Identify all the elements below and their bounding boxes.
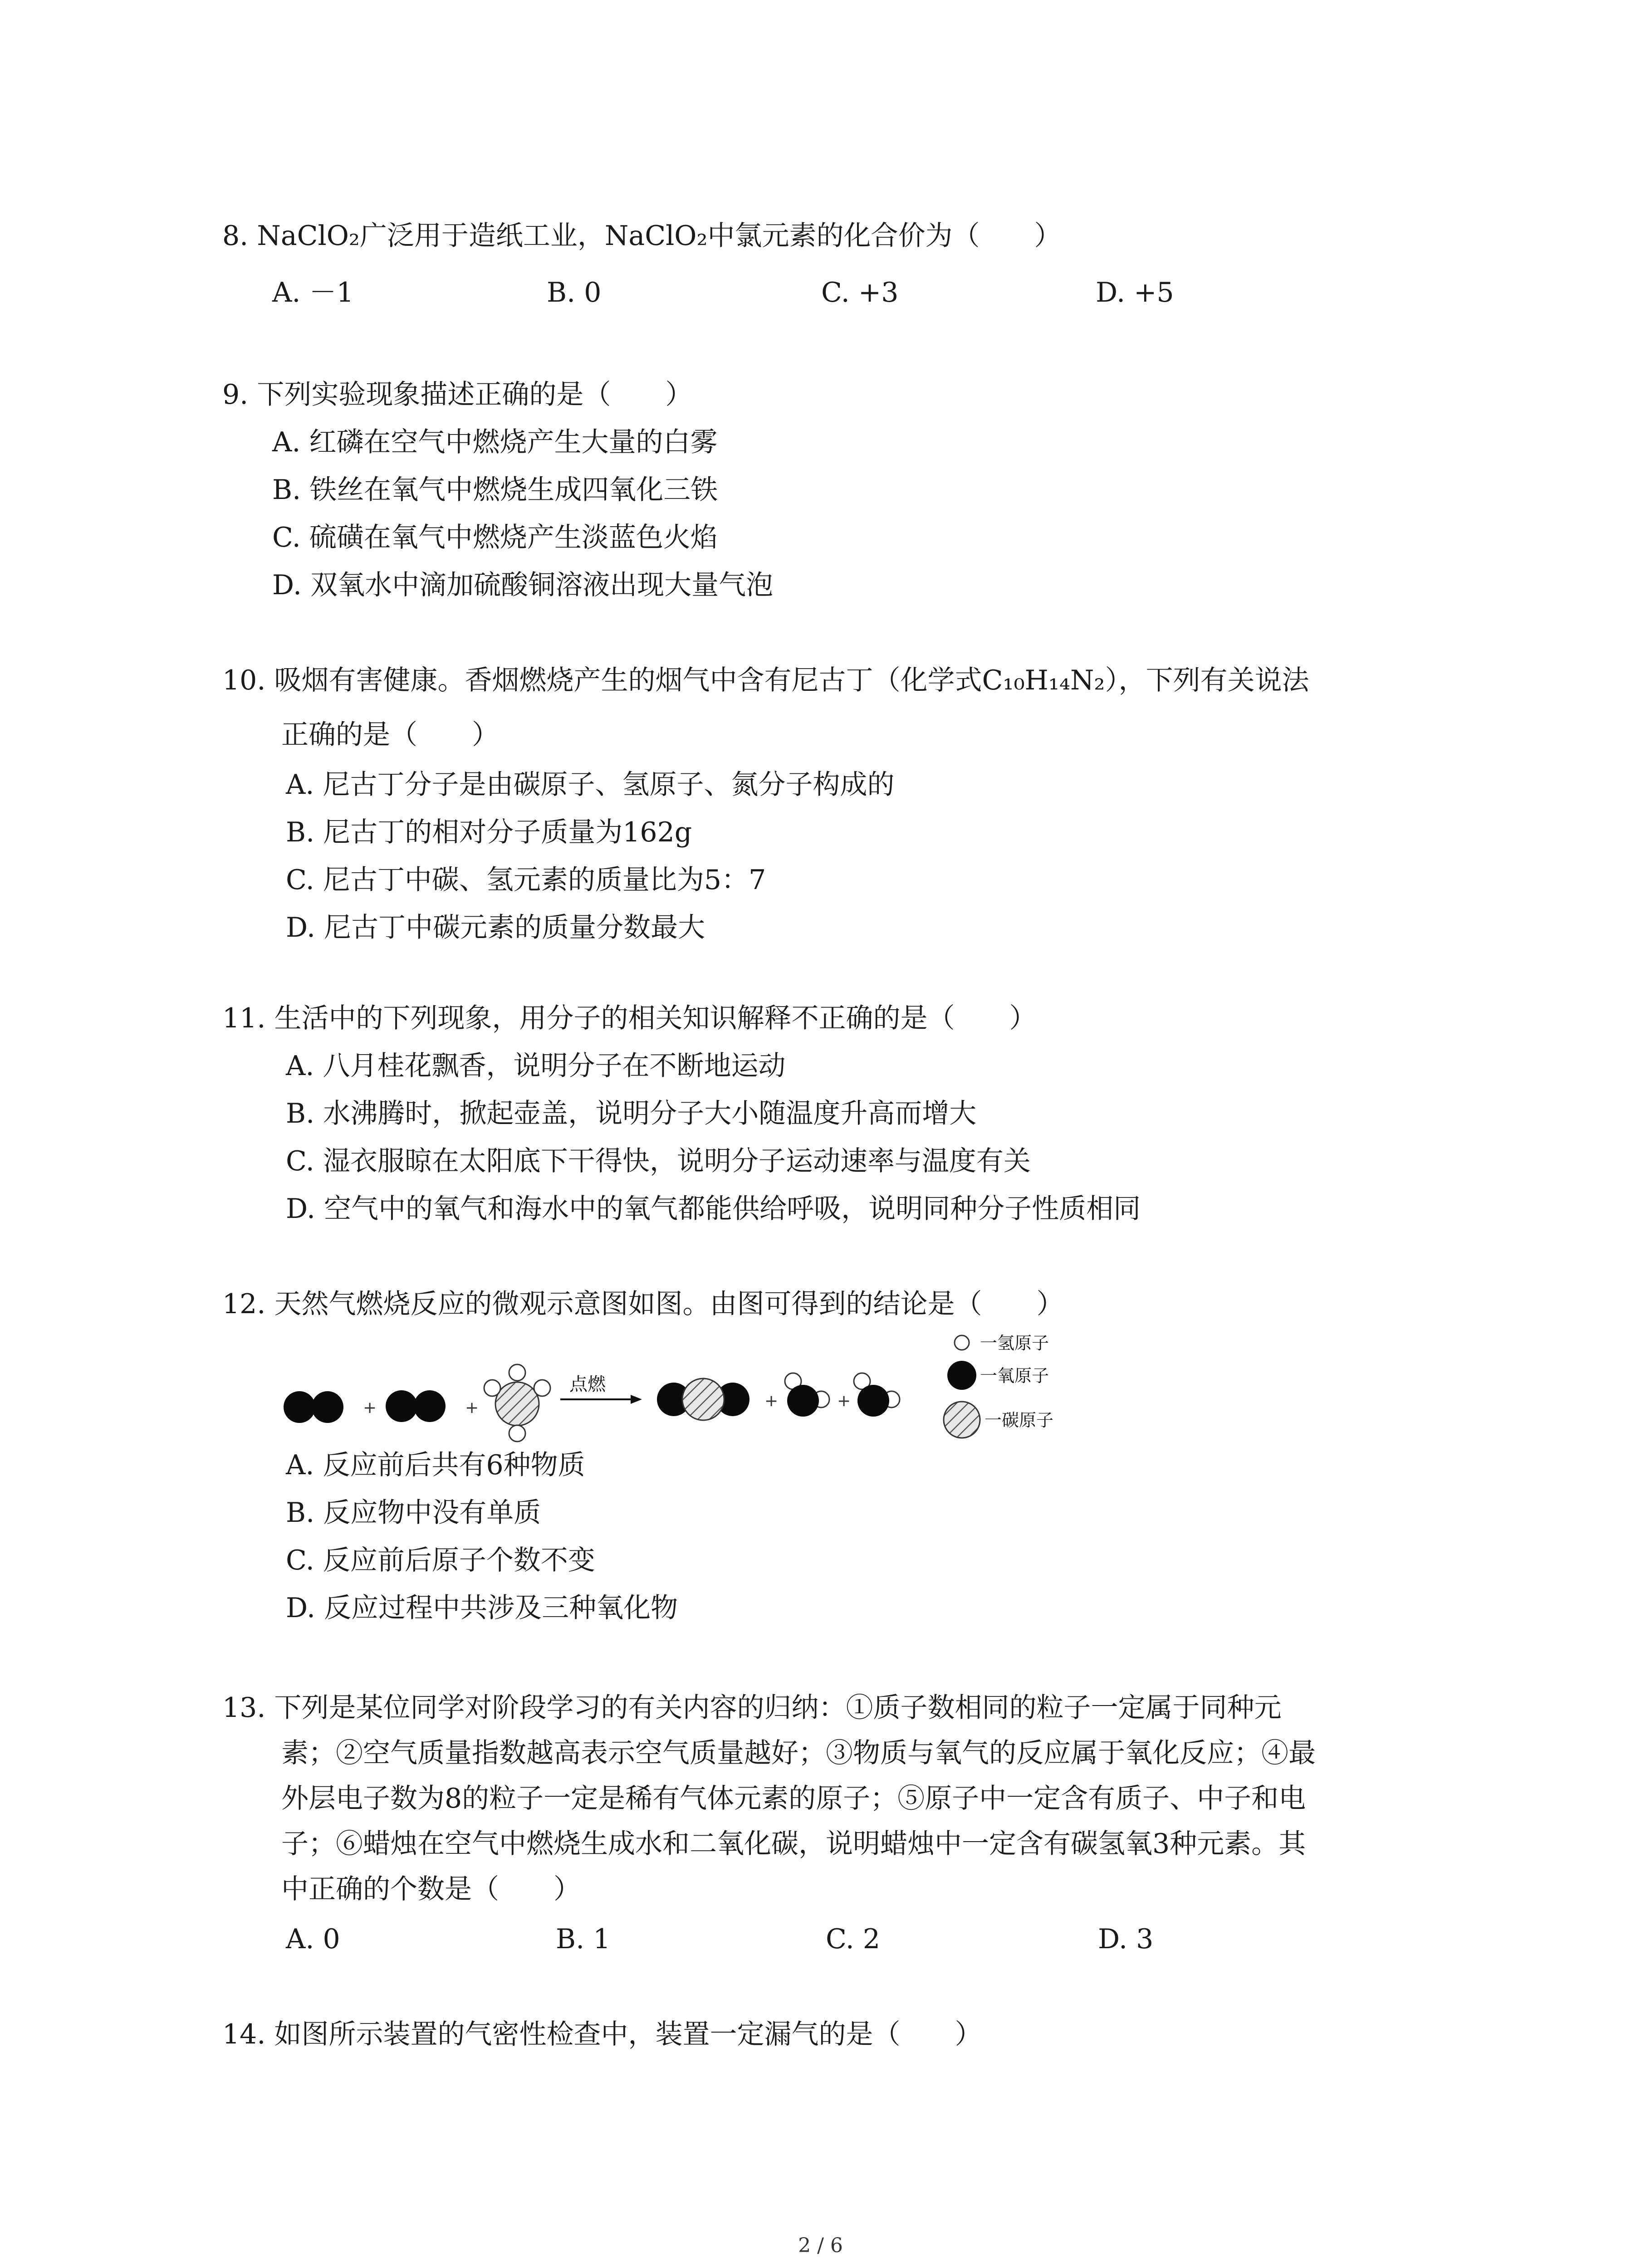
q9-option-a: A. 红磷在空气中燃烧产生大量的白雾 xyxy=(272,426,718,458)
q13-line5: 中正确的个数是（ ） xyxy=(281,1873,581,1905)
oxygen-legend-icon xyxy=(947,1361,976,1390)
q11-option-c: C. 湿衣服晾在太阳底下干得快，说明分子运动速率与温度有关 xyxy=(286,1145,1031,1177)
q9-option-b: B. 铁丝在氧气中燃烧生成四氧化三铁 xyxy=(272,474,718,506)
diagram-legend xyxy=(944,1333,1053,1438)
q8-option-d: D. +5 xyxy=(1096,277,1174,308)
water-molecule-2 xyxy=(854,1373,900,1417)
q11-option-d: D. 空气中的氧气和海水中的氧气都能供给呼吸，说明同种分子性质相同 xyxy=(286,1193,1141,1225)
q12-option-a: A. 反应前后共有6种物质 xyxy=(286,1449,585,1481)
legend-hydrogen: 一氢原子 xyxy=(980,1333,1049,1353)
q10-option-d: D. 尼古丁中碳元素的质量分数最大 xyxy=(286,912,705,943)
q12-reaction-diagram xyxy=(272,1325,1112,1447)
q12-option-b: B. 反应物中没有单质 xyxy=(286,1497,541,1529)
water-molecule-1 xyxy=(785,1373,829,1417)
q14-stem: 14. 如图所示装置的气密性检查中，装置一定漏气的是（ ） xyxy=(222,2019,982,2050)
svg-text:+: + xyxy=(363,1398,377,1417)
q8-stem: 8. NaClO₂广泛用于造纸工业，NaClO₂中氯元素的化合价为（ ） xyxy=(222,220,1062,252)
q13-line1: 13. 下列是某位同学对阶段学习的有关内容的归纳：①质子数相同的粒子一定属于同种元 xyxy=(222,1692,1282,1724)
arrow-label: 点燃 xyxy=(569,1374,606,1395)
q10-option-c: C. 尼古丁中碳、氢元素的质量比为5：7 xyxy=(286,864,766,896)
q13-option-b: B. 1 xyxy=(556,1923,611,1955)
q12-option-c: C. 反应前后原子个数不变 xyxy=(286,1545,595,1576)
q10-option-a: A. 尼古丁分子是由碳原子、氢原子、氮分子构成的 xyxy=(286,769,895,801)
q13-option-a: A. 0 xyxy=(286,1923,340,1955)
q8-option-c: C. +3 xyxy=(821,277,899,308)
q9-option-d: D. 双氧水中滴加硫酸铜溶液出现大量气泡 xyxy=(272,569,774,601)
svg-text:+: + xyxy=(465,1398,479,1417)
q11-option-a: A. 八月桂花飘香，说明分子在不断地运动 xyxy=(286,1050,786,1082)
q10-stem-line1: 10. 吸烟有害健康。香烟燃烧产生的烟气中含有尼古丁（化学式C₁₀H₁₄N₂），下列有关说法 xyxy=(222,665,1309,696)
oxygen-molecule-1 xyxy=(284,1391,343,1423)
q12-stem: 12. 天然气燃烧反应的微观示意图如图。由图可得到的结论是（ ） xyxy=(222,1288,1064,1320)
q13-option-d: D. 3 xyxy=(1098,1923,1154,1955)
q13-line2: 素；②空气质量指数越高表示空气质量越好；③物质与氧气的反应属于氧化反应；④最 xyxy=(281,1737,1316,1769)
carbon-legend-icon xyxy=(944,1402,980,1438)
reaction-arrow xyxy=(560,1374,642,1404)
methane-molecule xyxy=(484,1364,550,1442)
q11-stem: 11. 生活中的下列现象，用分子的相关知识解释不正确的是（ ） xyxy=(222,1002,1037,1034)
hydrogen-legend-icon xyxy=(955,1335,969,1350)
q11-option-b: B. 水沸腾时，掀起壶盖，说明分子大小随温度升高而增大 xyxy=(286,1098,977,1129)
q13-line3: 外层电子数为8的粒子一定是稀有气体元素的原子；⑤原子中一定含有质子、中子和电 xyxy=(281,1783,1306,1814)
q9-option-c: C. 硫磺在氧气中燃烧产生淡蓝色火焰 xyxy=(272,522,718,553)
q9-stem: 9. 下列实验现象描述正确的是（ ） xyxy=(222,379,693,411)
svg-text:+: + xyxy=(837,1392,851,1410)
q13-line4: 子；⑥蜡烛在空气中燃烧生成水和二氧化碳，说明蜡烛中一定含有碳氢氧3种元素。其 xyxy=(281,1828,1306,1860)
legend-carbon: 一碳原子 xyxy=(985,1410,1054,1430)
q13-option-c: C. 2 xyxy=(826,1923,881,1955)
oxygen-molecule-2 xyxy=(386,1390,446,1422)
q10-option-b: B. 尼古丁的相对分子质量为162g xyxy=(286,816,692,848)
q8-option-b: B. 0 xyxy=(547,277,602,308)
page-number: 2 / 6 xyxy=(798,2234,843,2257)
legend-oxygen: 一氧原子 xyxy=(980,1366,1049,1386)
svg-text:+: + xyxy=(764,1392,779,1410)
carbon-dioxide-molecule xyxy=(657,1378,749,1420)
q8-option-a: A. －1 xyxy=(272,277,354,308)
q10-stem-line2: 正确的是（ ） xyxy=(281,719,499,751)
q12-option-d: D. 反应过程中共涉及三种氧化物 xyxy=(286,1592,678,1624)
